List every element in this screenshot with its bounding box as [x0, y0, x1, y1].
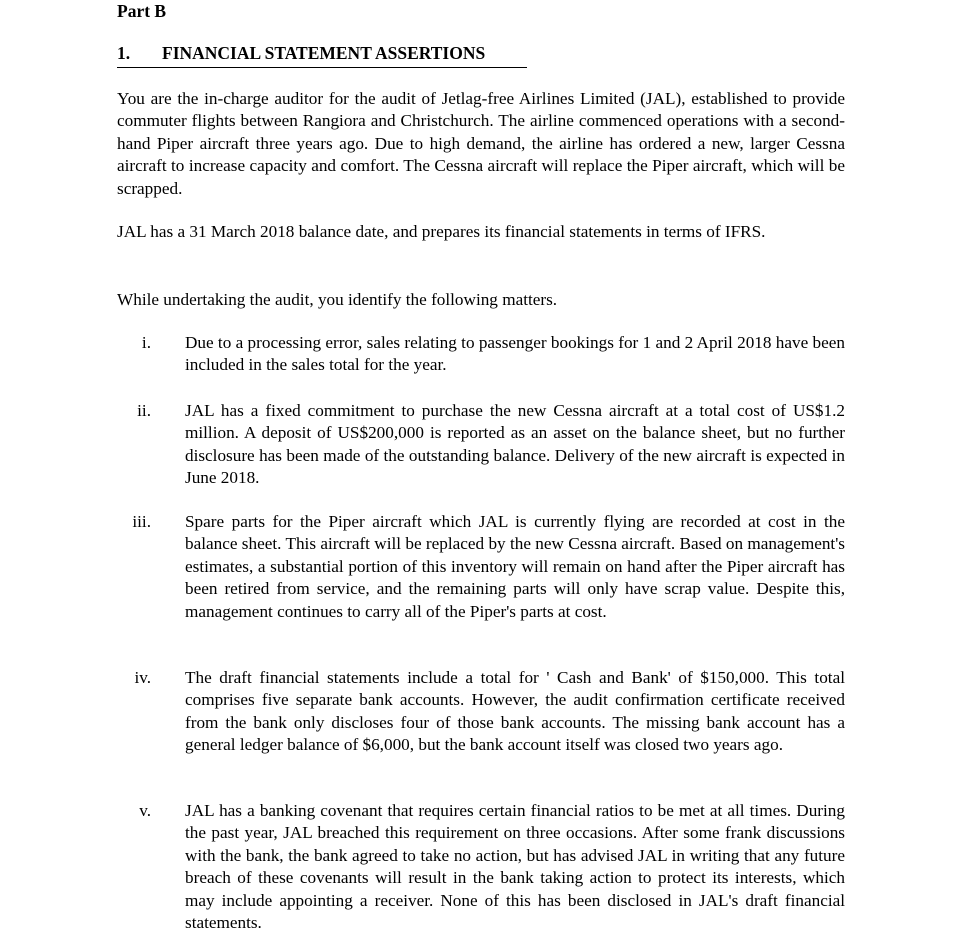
matter-text: JAL has a fixed commitment to purchase the new Cessna aircraft at a total cost of US$1.2 million. A deposit of US$200,000 is reported as an asset on the balance sheet, but no further disclosure has been made of the outstanding balance. Delivery of the new aircraft is expected in June 2018. [185, 401, 845, 488]
balance-date-paragraph: JAL has a 31 March 2018 balance date, and prepares its financial statements in terms of IFRS. [117, 222, 766, 241]
part-title: Part B [117, 1, 167, 21]
matter-text: The draft financial statements include a total for ' Cash and Bank' of $150,000. This total comprises five separate bank accounts. However, the audit confirmation certificate received from the bank only discloses four of those bank accounts. The missing bank account has a general ledger balance of $6,000, but the bank account itself was closed two years ago. [185, 668, 845, 755]
section-heading [117, 42, 527, 68]
intro-paragraph: You are the in-charge auditor for the audit of Jetlag-free Airlines Limited (JAL), established to provide commuter flights between Rangiora and Christchurch. The airline commenced operations with a second-hand Piper aircraft three years ago. Due to high demand, the airline has ordered a new, larger Cessna aircraft to increase capacity and comfort. The Cessna aircraft will replace the Piper aircraft, which will be scrapped. [117, 89, 845, 198]
section-title: FINANCIAL STATEMENT ASSERTIONS [162, 43, 486, 63]
matters-intro-paragraph: While undertaking the audit, you identify the following matters. [117, 290, 558, 309]
matter-numeral: i. [141, 333, 151, 352]
matter-numeral: iv. [134, 668, 151, 687]
matter-text: Due to a processing error, sales relating to passenger bookings for 1 and 2 April 2018 have been included in the sales total for the year. [185, 333, 845, 375]
matter-numeral: iii. [132, 512, 151, 531]
matter-text: Spare parts for the Piper aircraft which JAL is currently flying are recorded at cost in the balance sheet. This aircraft will be replaced by the new Cessna aircraft. Based on management's estimates, a substantial portion of this inventory will remain on hand after the Piper aircraft has been retired from service, and the remaining parts will only have scrap value. Despite this, management continues to carry all of the Piper's parts at cost. [185, 512, 845, 621]
section-number: 1. [117, 43, 131, 63]
matter-text: JAL has a banking covenant that requires certain financial ratios to be met at all times. During the past year, JAL breached this requirement on three occasions. After some frank discussions with the bank, the bank agreed to take no action, but has advised JAL in writing that any future breach of these covenants will result in the bank taking action to protect its interests, which may include appointing a receiver. None of this has been disclosed in JAL's draft financial statements. [185, 801, 845, 933]
matter-numeral: ii. [137, 401, 151, 420]
matter-numeral: v. [139, 801, 151, 820]
